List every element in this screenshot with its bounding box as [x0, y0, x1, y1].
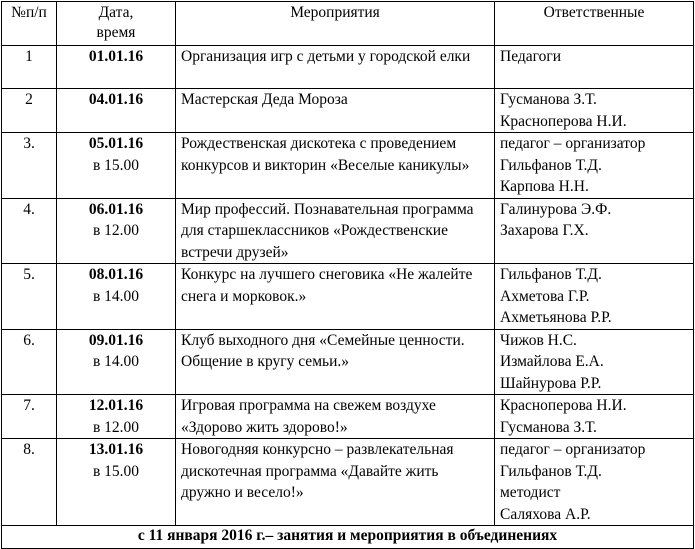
row-responsible: Гильфанов Т.Д. Ахметова Г.Р. Ахметьянова Р.Р.: [495, 264, 694, 330]
row-event: Мир профессий. Познавательная программа для старшеклассников «Рождественские встречи друзей»: [176, 198, 495, 264]
header-date: Дата, время: [57, 2, 176, 46]
row-event: Рождественская дискотека с проведением конкурсов и викторин «Веселые каникулы»: [176, 133, 495, 199]
footer-note: с 11 января 2016 г.– занятия и мероприятия в объединениях: [2, 526, 694, 549]
row-event: Клуб выходного дня «Семейные ценности. Общение в кругу семьи.»: [176, 329, 495, 395]
row-responsible: педагог – организатор Гильфанов Т.Д. Карпова Н.Н.: [495, 133, 694, 199]
row-event: Мастерская Деда Мороза: [176, 89, 495, 133]
table-row: [2, 198, 694, 264]
table-row: [2, 133, 694, 199]
row-num: 3.: [2, 133, 57, 199]
row-responsible: Красноперова Н.И. Гусманова З.Т.: [495, 395, 694, 439]
row-date: 13.01.16 в 15.00: [57, 439, 176, 526]
row-num: 6.: [2, 329, 57, 395]
table-header-row: [2, 2, 694, 46]
row-responsible: Гусманова З.Т. Красноперова Н.И.: [495, 89, 694, 133]
row-event: Новогодняя конкурсно – развлекательная дискотечная программа «Давайте жить дружно и весело!»: [176, 439, 495, 526]
row-date: 04.01.16: [57, 89, 176, 133]
table-footer-row: [2, 526, 694, 549]
row-num: 2: [2, 89, 57, 133]
table-row: [2, 46, 694, 89]
row-responsible: педагог – организатор Гильфанов Т.Д. методист Саляхова А.Р.: [495, 439, 694, 526]
row-responsible: Педагоги: [495, 46, 694, 89]
row-event: Игровая программа на свежем воздухе «Здорово жить здорово!»: [176, 395, 495, 439]
row-num: 5.: [2, 264, 57, 330]
header-responsible: Ответственные: [495, 2, 694, 46]
table-row: [2, 89, 694, 133]
row-num: 7.: [2, 395, 57, 439]
row-date: 06.01.16 в 12.00: [57, 198, 176, 264]
row-date: 12.01.16 в 12.00: [57, 395, 176, 439]
table-row: [2, 439, 694, 526]
row-event: Организация игр с детьми у городской елки: [176, 46, 495, 89]
row-date: 08.01.16 в 14.00: [57, 264, 176, 330]
header-event: Мероприятия: [176, 2, 495, 46]
table-row: [2, 395, 694, 439]
row-num: 1: [2, 46, 57, 89]
row-responsible: Чижов Н.С. Измайлова Е.А. Шайнурова Р.Р.: [495, 329, 694, 395]
row-event: Конкурс на лучшего снеговика «Не жалейте снега и морковок.»: [176, 264, 495, 330]
row-num: 4.: [2, 198, 57, 264]
events-table: [1, 1, 694, 549]
row-date: 05.01.16 в 15.00: [57, 133, 176, 199]
table-row: [2, 329, 694, 395]
row-responsible: Галинурова Э.Ф. Захарова Г.Х.: [495, 198, 694, 264]
row-date: 09.01.16 в 14.00: [57, 329, 176, 395]
row-num: 8.: [2, 439, 57, 526]
table-row: [2, 264, 694, 330]
row-date: 01.01.16: [57, 46, 176, 89]
header-num: №п/п: [2, 2, 57, 46]
